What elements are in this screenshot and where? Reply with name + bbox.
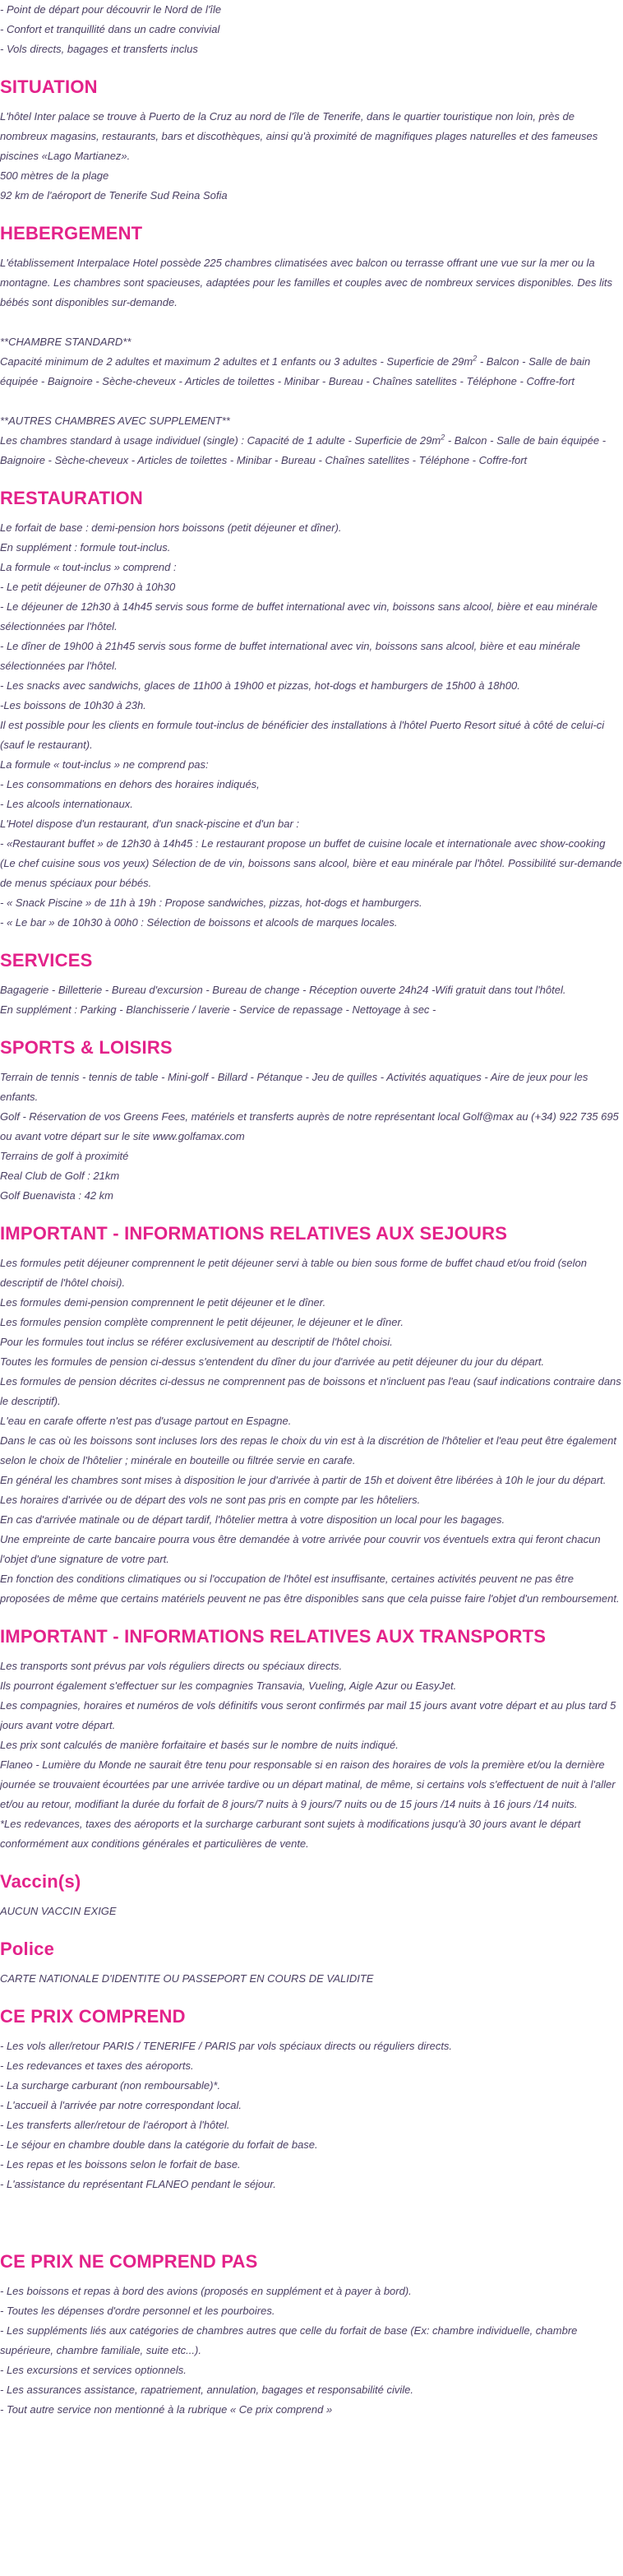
transports-line: Ils pourront également s'effectuer sur les compagnies Transavia, Vueling, Aigle Azur ou EasyJet. [0, 1679, 457, 1692]
services-line: En supplément : Parking - Blanchisserie / laverie - Service de repassage - Nettoyage à sec - [0, 1003, 436, 1016]
intro-line: - Vols directs, bagages et transferts inclus [0, 43, 198, 55]
other-rooms-text-a: Les chambres standard à usage individuel (single) : Capacité de 1 adulte - Superficie de 29m [0, 434, 441, 447]
restauration-line: - « Snack Piscine » de 11h à 19h : Propose sandwiches, pizzas, hot-dogs et hamburgers. [0, 897, 422, 909]
transports-line: Les compagnies, horaires et numéros de vols définitifs vous seront confirmés par mail 15 jours avant votre départ et au plus tard 5 jours avant votre départ. [0, 1699, 616, 1731]
restauration-line: - Le dîner de 19h00 à 21h45 servis sous forme de buffet international avec vin, boissons sans alcool, bière et eau minérale sélectionnées par l'hôtel. [0, 640, 581, 672]
sports-line: Real Club de Golf : 21km [0, 1170, 120, 1182]
transports-line: Les prix sont calculés de manière forfaitaire et basés sur le nombre de nuits indiqué. [0, 1739, 399, 1751]
price-includes-item: - Les vols aller/retour PARIS / TENERIFE / PARIS par vols spéciaux directs ou réguliers directs. [0, 2040, 453, 2052]
police-line: CARTE NATIONALE D'IDENTITE OU PASSEPORT EN COURS DE VALIDITE [0, 1972, 374, 1985]
situation-line: 500 mètres de la plage [0, 169, 109, 182]
price-excludes-item: - Les excursions et services optionnels. [0, 2364, 187, 2376]
sejours-line: Dans le cas où les boissons sont incluses lors des repas le choix du vin est à la discrétion de l'hôtelier et l'eau peut être également selon le choix de l'hôtelier ; minérale en bouteille ou filtrée servie en carafe. [0, 1434, 616, 1466]
situation-heading: SITUATION [0, 76, 98, 97]
situation-line: L'hôtel Inter palace se trouve à Puerto de la Cruz au nord de l'île de Tenerife, dans le quartier touristique non loin, près de nombreux magasins, restaurants, bars et discothèques, ainsi qu'à proximité de magnifiques plages naturelles et des fameuses piscines «Lago Martianez». [0, 110, 598, 162]
services-line: Bagagerie - Billetterie - Bureau d'excursion - Bureau de change - Réception ouverte 24h24 -Wifi gratuit dans tout l'hôtel. [0, 984, 566, 996]
price-excludes-item: - Toutes les dépenses d'ordre personnel et les pourboires. [0, 2305, 275, 2317]
sports-section [0, 1036, 623, 1206]
sejours-line: L'eau en carafe offerte n'est pas d'usage partout en Espagne. [0, 1415, 292, 1427]
sejours-line: Les formules petit déjeuner comprennent le petit déjeuner servi à table ou bien sous forme de buffet chaud et/ou froid (selon descriptif de l'hôtel choisi). [0, 1257, 587, 1289]
intro-line: - Confort et tranquillité dans un cadre convivial [0, 23, 220, 35]
price-includes-item: - Les transferts aller/retour de l'aéroport à l'hôtel. [0, 2119, 230, 2131]
price-includes-item: - La surcharge carburant (non remboursable)*. [0, 2079, 221, 2092]
price-includes-item: - Les redevances et taxes des aéroports. [0, 2059, 194, 2072]
price-excludes-item: - Les boissons et repas à bord des avions (proposés en supplément et à payer à bord). [0, 2285, 412, 2297]
restauration-line: - « Le bar » de 10h30 à 00h0 : Sélection de boissons et alcools de marques locales. [0, 916, 398, 929]
hebergement-heading: HEBERGEMENT [0, 223, 143, 243]
restauration-line: - Les consommations en dehors des horaires indiqués, [0, 778, 260, 790]
restauration-heading: RESTAURATION [0, 488, 143, 508]
transports-section [0, 1625, 623, 1854]
price-includes-item: - Le séjour en chambre double dans la catégorie du forfait de base. [0, 2138, 318, 2151]
transports-line: *Les redevances, taxes des aéroports et la surcharge carburant sont sujets à modifications jusqu'à 30 jours avant le départ conformément aux conditions générales et particulières de vente. [0, 1818, 581, 1850]
restauration-line: La formule « tout-inclus » comprend : [0, 561, 177, 573]
police-heading: Police [0, 1939, 55, 1959]
other-rooms-text-b: - Balcon - Salle de bain équipée - Baignoire - Sèche-cheveux - Articles de toilettes - Minibar - Bureau - Chaînes satellites - Téléphone - Coffre-fort [0, 434, 607, 466]
price-includes-item: - L'assistance du représentant FLANEO pendant le séjour. [0, 2178, 276, 2190]
price-excludes-heading: CE PRIX NE COMPREND PAS [0, 2251, 258, 2272]
vaccins-heading: Vaccin(s) [0, 1871, 81, 1892]
price-includes-section [0, 2005, 623, 2234]
sejours-heading: IMPORTANT - INFORMATIONS RELATIVES AUX SEJOURS [0, 1223, 508, 1244]
other-rooms-superscript: 2 [441, 433, 445, 442]
standard-room-description [0, 352, 623, 391]
hebergement-section [0, 222, 623, 470]
sejours-line: Les formules pension complète comprennent le petit déjeuner, le déjeuner et le dîner. [0, 1316, 404, 1328]
price-excludes-item: - Les assurances assistance, rapatriement, annulation, bagages et responsabilité civile. [0, 2384, 413, 2396]
sejours-line: En cas d'arrivée matinale ou de départ tardif, l'hôtelier mettra à votre disposition un local pour les bagages. [0, 1513, 505, 1526]
transports-line: Flaneo - Lumière du Monde ne saurait être tenu pour responsable si en raison des horaires de vols la première et/ou la dernière journée se trouvaient écourtées par une arrivée tardive ou un départ matinal, de même, si certains vols s'effectuent de nuit à l'aller et/ou au retour, modifiant la durée du forfait de 8 jours/7 nuits à 9 jours/7 nuits ou de 15 jours /14 nuits à 16 jours /14 nuits. [0, 1758, 616, 1810]
sports-line: Golf Buenavista : 42 km [0, 1189, 114, 1202]
sejours-line: Pour les formules tout inclus se référer exclusivement au descriptif de l'hôtel choisi. [0, 1336, 393, 1348]
blank-line [0, 313, 623, 332]
sejours-line: Une empreinte de carte bancaire pourra vous être demandée à votre arrivée pour couvrir vos éventuels extra qui feront chacun l'objet d'une signature de votre part. [0, 1533, 601, 1565]
transports-heading: IMPORTANT - INFORMATIONS RELATIVES AUX TRANSPORTS [0, 1626, 547, 1647]
restauration-line: En supplément : formule tout-inclus. [0, 541, 171, 554]
hebergement-intro: L'établissement Interpalace Hotel possède 225 chambres climatisées avec balcon ou terrasse offrant une vue sur la mer ou la montagne. Les chambres sont spacieuses, adaptées pour les familles et couples avec de nombreux services disponibles. Des lits bébés sont disponibles sur-demande. [0, 257, 613, 308]
intro-section [0, 0, 623, 59]
sports-line: Terrains de golf à proximité [0, 1150, 129, 1162]
restauration-line: - Les snacks avec sandwichs, glaces de 11h00 à 19h00 et pizzas, hot-dogs et hamburgers de 15h00 à 18h00. [0, 679, 520, 692]
sejours-line: En fonction des conditions climatiques ou si l'occupation de l'hôtel est insuffisante, certaines activités peuvent ne pas être proposées de même que certains matériels peuvent ne pas être disponibles sans que cela puisse faire l'objet d'un remboursement. [0, 1573, 620, 1605]
sports-line: Terrain de tennis - tennis de table - Mini-golf - Billard - Pétanque - Jeu de quilles - Activités aquatiques - Aire de jeux pour les enfants. [0, 1071, 588, 1103]
restauration-line: Le forfait de base : demi-pension hors boissons (petit déjeuner et dîner). [0, 521, 342, 534]
police-section [0, 1938, 623, 1989]
sejours-line: Les formules demi-pension comprennent le petit déjeuner et le dîner. [0, 1296, 326, 1309]
restauration-line: Il est possible pour les clients en formule tout-inclus de bénéficier des installations à l'hôtel Puerto Resort situé à côté de celui-ci (sauf le restaurant). [0, 719, 605, 751]
price-includes-item: - Les repas et les boissons selon le forfait de base. [0, 2158, 241, 2171]
sejours-line: Toutes les formules de pension ci-dessus s'entendent du dîner du jour d'arrivée au petit déjeuner du jour du départ. [0, 1355, 545, 1368]
intro-line: - Point de départ pour découvrir le Nord de l'île [0, 3, 222, 16]
situation-section [0, 76, 623, 206]
transports-line: Les transports sont prévus par vols réguliers directs ou spéciaux directs. [0, 1660, 343, 1672]
restauration-line: - Le déjeuner de 12h30 à 14h45 servis sous forme de buffet international avec vin, boissons sans alcool, bière et eau minérale sélectionnées par l'hôtel. [0, 600, 598, 632]
standard-room-text-b: - Balcon - Salle de bain équipée - Baignoire - Sèche-cheveux - Articles de toilettes - Minibar - Bureau - Chaînes satellites - Téléphone - Coffre-fort [0, 355, 591, 387]
sejours-line: En général les chambres sont mises à disposition le jour d'arrivée à partir de 15h et doivent être libérées à 10h le jour du départ. Les horaires d'arrivée ou de départ des vols ne sont pas pris en compte par les hôteliers. [0, 1474, 607, 1506]
standard-room-superscript: 2 [473, 354, 478, 363]
price-includes-heading: CE PRIX COMPREND [0, 2006, 186, 2027]
vaccins-section [0, 1870, 623, 1921]
vaccins-line: AUCUN VACCIN EXIGE [0, 1905, 117, 1917]
situation-line: 92 km de l'aéroport de Tenerife Sud Reina Sofia [0, 189, 228, 202]
restauration-line: La formule « tout-inclus » ne comprend pas: [0, 758, 209, 771]
restauration-line: -Les boissons de 10h30 à 23h. [0, 699, 146, 711]
services-section [0, 949, 623, 1020]
other-rooms-description [0, 431, 623, 470]
price-excludes-item: - Les suppléments liés aux catégories de chambres autres que celle du forfait de base (Ex: chambre individuelle, chambre supérieure, chambre familiale, suite etc...). [0, 2324, 578, 2356]
sejours-line: Les formules de pension décrites ci-dessus ne comprennent pas de boissons et n'incluent pas l'eau (sauf indications contraire dans le descriptif). [0, 1375, 621, 1407]
blank-line [0, 2214, 623, 2234]
restauration-line: - Le petit déjeuner de 07h30 à 10h30 [0, 581, 176, 593]
sports-line: Golf - Réservation de vos Greens Fees, matériels et transferts auprès de notre représentant local Golf@max au (+34) 922 735 695 ou avant votre départ sur le site www.golfamax.com [0, 1110, 619, 1142]
price-excludes-section [0, 2250, 623, 2420]
standard-room-heading: **CHAMBRE STANDARD** [0, 336, 132, 348]
sports-heading: SPORTS & LOISIRS [0, 1037, 173, 1058]
sejours-section [0, 1222, 623, 1609]
restauration-section [0, 487, 623, 933]
blank-line [0, 391, 623, 411]
other-rooms-heading: **AUTRES CHAMBRES AVEC SUPPLEMENT** [0, 415, 230, 427]
standard-room-text-a: Capacité minimum de 2 adultes et maximum 2 adultes et 1 enfants ou 3 adultes - Superficie de 29m [0, 355, 473, 368]
blank-line [0, 2194, 623, 2214]
services-heading: SERVICES [0, 950, 93, 971]
restauration-line: - Les alcools internationaux. [0, 798, 133, 810]
restauration-line: L'Hotel dispose d'un restaurant, d'un snack-piscine et d'un bar : [0, 818, 300, 830]
price-includes-item: - L'accueil à l'arrivée par notre correspondant local. [0, 2099, 242, 2111]
restauration-line: - «Restaurant buffet » de 12h30 à 14h45 : Le restaurant propose un buffet de cuisine locale et internationale avec show-cooking (Le chef cuisine sous vos yeux) Sélection de de vin, boissons sans alcool, bière et eau minérale par l'hôtel. Possibilité sur-demande de menus spéciaux pour bébés. [0, 837, 622, 889]
price-excludes-item: - Tout autre service non mentionné à la rubrique « Ce prix comprend » [0, 2403, 333, 2416]
